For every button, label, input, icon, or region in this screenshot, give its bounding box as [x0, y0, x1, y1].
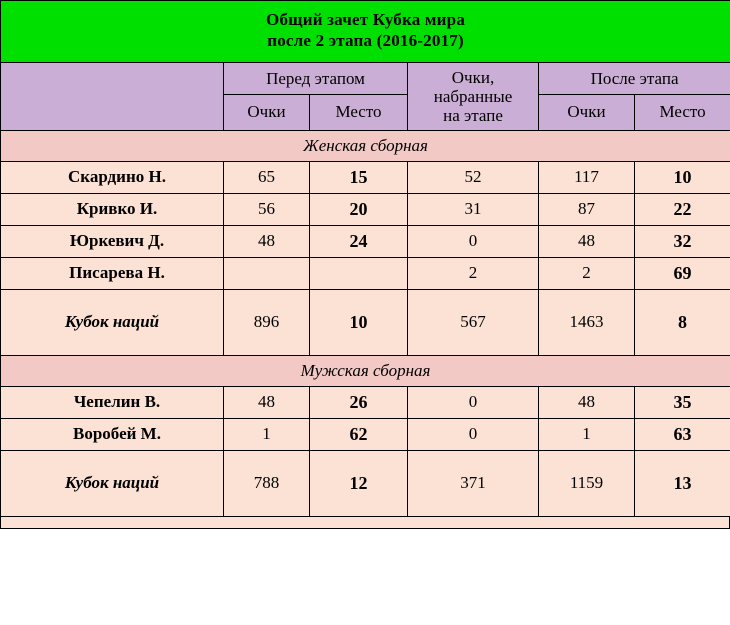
table-row — [1, 257, 730, 289]
place-after: 8 — [635, 289, 730, 355]
points-before: 896 — [224, 289, 310, 355]
stage-points: 371 — [408, 450, 539, 516]
nations-cup-label: Кубок наций — [1, 450, 224, 516]
section-header-row — [1, 355, 730, 386]
header-corner-cell — [1, 62, 224, 130]
nations-cup-label: Кубок наций — [1, 289, 224, 355]
header-group-before-stage: Перед этапом — [224, 62, 408, 94]
athlete-name: Скардино Н. — [1, 161, 224, 193]
stage-points: 31 — [408, 193, 539, 225]
header-stage-line-1: Очки, — [451, 67, 495, 87]
header-col-points-before: Очки — [224, 94, 310, 130]
place-before: 62 — [310, 418, 408, 450]
place-after: 69 — [635, 257, 730, 289]
header-group-row — [1, 62, 730, 94]
points-before: 1 — [224, 418, 310, 450]
stage-points: 567 — [408, 289, 539, 355]
place-after: 10 — [635, 161, 730, 193]
stage-points: 2 — [408, 257, 539, 289]
athlete-name: Писарева Н. — [1, 257, 224, 289]
points-before: 65 — [224, 161, 310, 193]
header-group-after-stage: После этапа — [539, 62, 730, 94]
table-row — [1, 386, 730, 418]
points-before: 56 — [224, 193, 310, 225]
place-before: 10 — [310, 289, 408, 355]
points-after: 48 — [539, 386, 635, 418]
header-stage-line-3: на этапе — [443, 105, 503, 125]
place-before: 24 — [310, 225, 408, 257]
table-row — [1, 225, 730, 257]
stage-points: 0 — [408, 386, 539, 418]
points-after: 117 — [539, 161, 635, 193]
points-before — [224, 257, 310, 289]
points-after: 1463 — [539, 289, 635, 355]
header-col-place-before: Место — [310, 94, 408, 130]
place-after: 32 — [635, 225, 730, 257]
place-before: 15 — [310, 161, 408, 193]
place-before: 26 — [310, 386, 408, 418]
points-after: 87 — [539, 193, 635, 225]
nations-cup-row — [1, 289, 730, 355]
stage-points: 0 — [408, 225, 539, 257]
section-label-women: Женская сборная — [1, 130, 730, 161]
table-row — [1, 193, 730, 225]
points-after: 1 — [539, 418, 635, 450]
stage-points: 52 — [408, 161, 539, 193]
place-before: 12 — [310, 450, 408, 516]
header-col-place-after: Место — [635, 94, 730, 130]
athlete-name: Кривко И. — [1, 193, 224, 225]
page-title — [1, 1, 730, 63]
header-stage-line-2: набранные — [433, 86, 513, 106]
place-before — [310, 257, 408, 289]
points-before: 48 — [224, 225, 310, 257]
place-after: 13 — [635, 450, 730, 516]
place-after: 63 — [635, 418, 730, 450]
points-before: 788 — [224, 450, 310, 516]
header-col-points-after: Очки — [539, 94, 635, 130]
place-after: 35 — [635, 386, 730, 418]
stage-points: 0 — [408, 418, 539, 450]
place-after: 22 — [635, 193, 730, 225]
athlete-name: Чепелин В. — [1, 386, 224, 418]
athlete-name: Юркевич Д. — [1, 225, 224, 257]
header-group-stage-points — [408, 62, 539, 130]
points-before: 48 — [224, 386, 310, 418]
points-after: 1159 — [539, 450, 635, 516]
place-before: 20 — [310, 193, 408, 225]
nations-cup-row — [1, 450, 730, 516]
table-bottom-strip — [0, 517, 730, 529]
title-line-1: Общий зачет Кубка мира — [266, 10, 466, 29]
table-row — [1, 418, 730, 450]
points-after: 2 — [539, 257, 635, 289]
table-row — [1, 161, 730, 193]
title-row — [1, 1, 730, 63]
section-header-row — [1, 130, 730, 161]
title-line-2: после 2 этапа (2016-2017) — [267, 31, 464, 51]
section-label-men: Мужская сборная — [1, 355, 730, 386]
points-after: 48 — [539, 225, 635, 257]
athlete-name: Воробей М. — [1, 418, 224, 450]
